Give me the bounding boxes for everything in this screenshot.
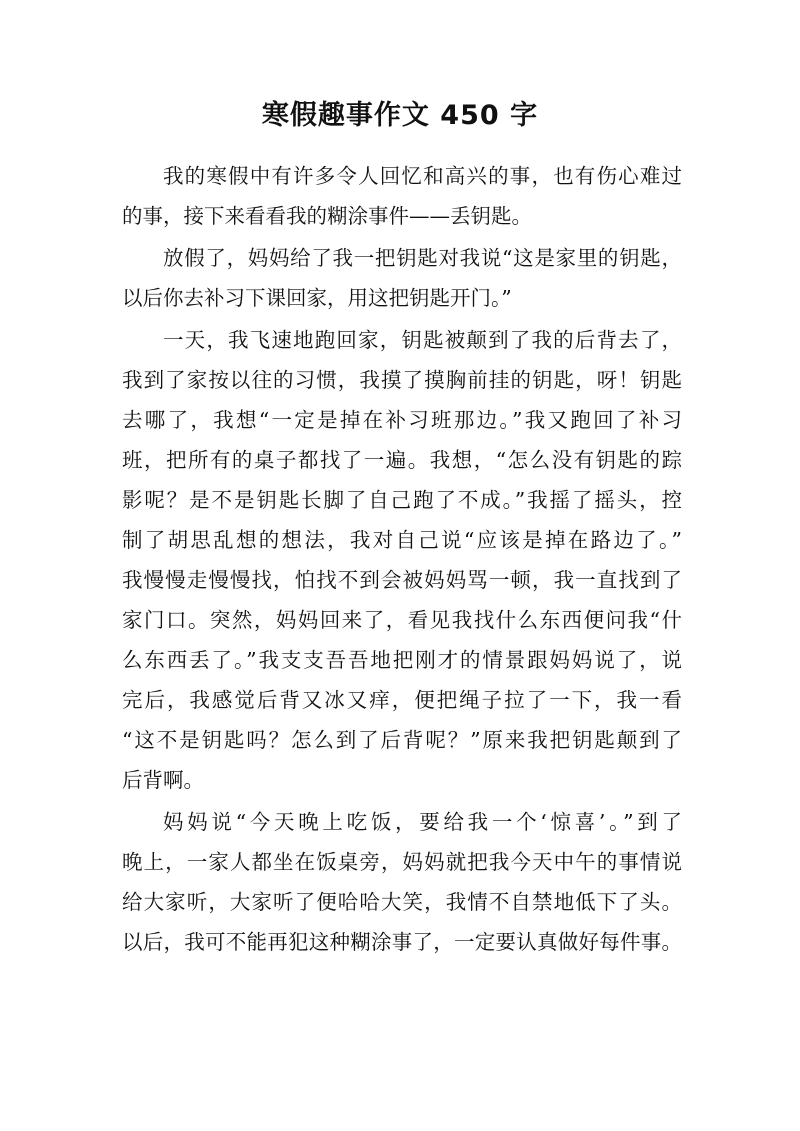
paragraph-line: 晚上，一家人都坐在饭桌旁，妈妈就把我今天中午的事情说 (122, 850, 682, 874)
paragraph-line: 班，把所有的桌子都找了一遍。我想，“怎么没有钥匙的踪 (122, 448, 682, 472)
paragraph-1 (122, 156, 682, 236)
paragraph-line: 一天，我飞速地跑回家，钥匙被颠到了我的后背去了， (163, 328, 682, 352)
paragraph-line: 后背啊。 (122, 768, 204, 792)
paragraph-line: 以后你去补习下课回家，用这把钥匙开门。” (122, 286, 512, 310)
paragraph-line: 制了胡思乱想的想法，我对自己说“应该是掉在路边了。” (122, 528, 682, 552)
paragraph-3 (122, 320, 682, 800)
paragraph-line: 我到了家按以往的习惯，我摸了摸胸前挂的钥匙，呀！钥匙 (122, 368, 682, 392)
paragraph-4 (122, 802, 682, 962)
paragraph-line: 给大家听，大家听了便哈哈大笑，我情不自禁地低下了头。 (122, 890, 682, 914)
paragraph-line: 么东西丢了。”我支支吾吾地把刚才的情景跟妈妈说了，说 (122, 648, 682, 672)
document-body (122, 156, 682, 962)
paragraph-line: 我的寒假中有许多令人回忆和高兴的事，也有伤心难过 (163, 164, 682, 188)
paragraph-line: 完后，我感觉后背又冰又痒，便把绳子拉了一下，我一看 (122, 688, 682, 712)
paragraph-line: 妈妈说“今天晚上吃饭，要给我一个‘惊喜’。”到了 (163, 810, 682, 834)
paragraph-line: 以后，我可不能再犯这种糊涂事了，一定要认真做好每件事。 (122, 930, 682, 954)
paragraph-line: 我慢慢走慢慢找，怕找不到会被妈妈骂一顿，我一直找到了 (122, 568, 682, 592)
paragraph-line: 家门口。突然，妈妈回来了，看见我找什么东西便问我“什 (122, 608, 682, 632)
paragraph-line: 放假了，妈妈给了我一把钥匙对我说“这是家里的钥匙， (163, 246, 682, 270)
paragraph-line: “这不是钥匙吗？怎么到了后背呢？”原来我把钥匙颠到了 (122, 728, 682, 752)
document-title: 寒假趣事作文 450 字 (261, 100, 539, 131)
paragraph-line: 去哪了，我想“一定是掉在补习班那边。”我又跑回了补习 (122, 408, 682, 432)
paragraph-line: 影呢？是不是钥匙长脚了自己跑了不成。”我摇了摇头，控 (122, 488, 682, 512)
paragraph-2 (122, 238, 682, 318)
paragraph-line: 的事，接下来看看我的糊涂事件——丢钥匙。 (122, 204, 532, 228)
